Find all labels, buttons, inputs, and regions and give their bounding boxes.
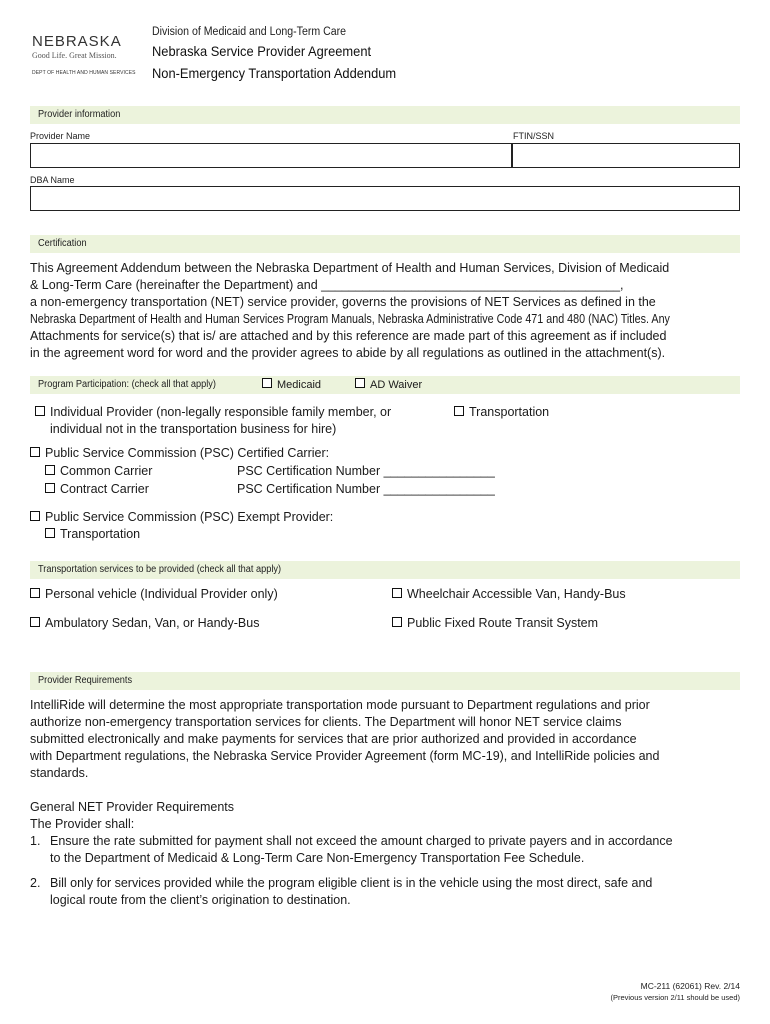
- public-transit-option[interactable]: [392, 616, 598, 630]
- requirements-line: IntelliRide will determine the most appropriate transportation mode pursuant to Department regulations and prior: [30, 698, 650, 712]
- form-id: MC-211 (62061) Rev. 2/14: [640, 981, 740, 991]
- ftin-label: FTIN/SSN: [513, 131, 555, 141]
- certification-line: This Agreement Addendum between the Nebraska Department of Health and Human Services, Division of Medicaid: [30, 261, 670, 275]
- ambulatory-checkbox[interactable]: [30, 617, 40, 627]
- requirements-line: standards.: [30, 766, 89, 780]
- provider-shall: The Provider shall:: [30, 817, 135, 831]
- provider-name-label: Provider Name: [30, 131, 91, 141]
- dba-name-field[interactable]: [30, 186, 740, 211]
- item-line: Bill only for services provided while the program eligible client is in the vehicle using the most direct, safe and: [50, 876, 653, 890]
- ad-waiver-label: AD Waiver: [370, 379, 423, 391]
- logo-dept: DEPT OF HEALTH AND HUMAN SERVICES: [32, 70, 136, 76]
- medicaid-checkbox[interactable]: [262, 378, 272, 388]
- common-carrier-label: Common Carrier: [60, 464, 153, 478]
- wheelchair-van-option[interactable]: [392, 587, 626, 601]
- transportation-label: Transportation: [469, 405, 550, 419]
- psc-certified-label: Public Service Commission (PSC) Certified Carrier:: [45, 446, 330, 460]
- section-label: Program Participation: (check all that apply): [38, 379, 216, 390]
- contract-carrier-checkbox[interactable]: [45, 483, 55, 493]
- ad-waiver-option[interactable]: [355, 378, 422, 391]
- certification-line: & Long-Term Care (hereinafter the Department) and ___________________________________________,: [30, 278, 624, 292]
- ad-waiver-checkbox[interactable]: [355, 378, 365, 388]
- item-line: to the Department of Medicaid & Long-Term Care Non-Emergency Transportation Fee Schedule.: [50, 851, 585, 865]
- certification-line: Nebraska Department of Health and Human Services Program Manuals, Nebraska Administrative Code 471 and 480 (NAC) Titles. Any: [30, 312, 670, 326]
- page-header: [0, 0, 770, 100]
- requirements-text: [30, 697, 742, 782]
- individual-provider-label: Individual Provider (non-legally responsible family member, or: [50, 405, 392, 419]
- transportation-checkbox[interactable]: [454, 406, 464, 416]
- ftin-field[interactable]: [512, 143, 740, 168]
- psc-exempt-label: Public Service Commission (PSC) Exempt Provider:: [45, 510, 334, 524]
- requirement-item-2: [30, 875, 742, 909]
- item-number: 2.: [30, 876, 41, 890]
- previous-version-note: (Previous version 2/11 should be used): [610, 993, 740, 1002]
- wheelchair-van-label: Wheelchair Accessible Van, Handy-Bus: [407, 587, 626, 601]
- ambulatory-label: Ambulatory Sedan, Van, or Handy-Bus: [45, 616, 260, 630]
- certification-line: in the agreement word for word and the provider agrees to abide by all regulations as outlined in the attachment(s).: [30, 346, 666, 360]
- section-certification: [30, 235, 740, 253]
- certification-line: a non-emergency transportation (NET) service provider, governs the provisions of NET Services as defined in the: [30, 295, 656, 309]
- psc-exempt-option[interactable]: [30, 510, 333, 524]
- transportation-option[interactable]: [454, 405, 549, 419]
- section-provider-requirements: [30, 672, 740, 690]
- psc-certified-checkbox[interactable]: [30, 447, 40, 457]
- section-label: Transportation services to be provided (check all that apply): [38, 564, 282, 575]
- contract-carrier-label: Contract Carrier: [60, 482, 149, 496]
- section-label: Certification: [38, 238, 87, 249]
- psc-certified-option[interactable]: [30, 446, 329, 460]
- requirements-line: submitted electronically and make payments for services that are prior authorized and provided in accordance: [30, 732, 637, 746]
- section-label: Provider information: [38, 109, 121, 120]
- requirements-line: with Department regulations, the Nebraska Service Provider Agreement (form MC-19), and IntelliRide policies and: [30, 749, 660, 763]
- general-heading: General NET Provider Requirements: [30, 800, 235, 814]
- logo-tagline: Good Life. Great Mission.: [32, 51, 117, 60]
- section-provider-information: [30, 106, 740, 124]
- section-transportation-services: [30, 561, 740, 579]
- general-requirements: [30, 799, 742, 833]
- individual-provider-checkbox[interactable]: [35, 406, 45, 416]
- individual-provider-label-cont: individual not in the transportation business for hire): [50, 422, 337, 436]
- dba-name-label: DBA Name: [30, 175, 75, 185]
- item-line: Ensure the rate submitted for payment shall not exceed the amount charged to private payers and in accordance: [50, 834, 673, 848]
- common-carrier-option[interactable]: [45, 464, 152, 478]
- psc-number-contract[interactable]: PSC Certification Number ________________: [237, 482, 495, 496]
- item-line: logical route from the client’s origination to destination.: [50, 893, 351, 907]
- provider-name-field[interactable]: [30, 143, 512, 168]
- common-carrier-checkbox[interactable]: [45, 465, 55, 475]
- requirement-item-1: [30, 833, 742, 867]
- wheelchair-van-checkbox[interactable]: [392, 588, 402, 598]
- logo-name: NEBRASKA: [32, 33, 122, 50]
- personal-vehicle-label: Personal vehicle (Individual Provider only): [45, 587, 278, 601]
- header-text: [152, 26, 417, 81]
- public-transit-label: Public Fixed Route Transit System: [407, 616, 599, 630]
- nebraska-logo: [32, 34, 142, 76]
- individual-provider-option[interactable]: [35, 405, 391, 419]
- division-name: Division of Medicaid and Long-Term Care: [152, 26, 347, 38]
- form-title: Nebraska Service Provider Agreement: [152, 43, 372, 59]
- personal-vehicle-checkbox[interactable]: [30, 588, 40, 598]
- item-number: 1.: [30, 834, 41, 848]
- public-transit-checkbox[interactable]: [392, 617, 402, 627]
- psc-number-common[interactable]: PSC Certification Number ________________: [237, 464, 495, 478]
- psc-exempt-checkbox[interactable]: [30, 511, 40, 521]
- exempt-transportation-option[interactable]: [45, 527, 140, 541]
- certification-line: Attachments for service(s) that is/ are attached and by this reference are made part of this agreement as if included: [30, 329, 667, 343]
- contract-carrier-option[interactable]: [45, 482, 149, 496]
- medicaid-label: Medicaid: [277, 379, 322, 391]
- exempt-transportation-label: Transportation: [60, 527, 141, 541]
- certification-text: [30, 260, 742, 362]
- requirements-line: authorize non-emergency transportation services for clients. The Department will honor NET service claims: [30, 715, 622, 729]
- form-subtitle: Non-Emergency Transportation Addendum: [152, 65, 397, 81]
- medicaid-option[interactable]: [262, 378, 321, 391]
- section-label: Provider Requirements: [38, 675, 133, 686]
- personal-vehicle-option[interactable]: [30, 587, 278, 601]
- exempt-transportation-checkbox[interactable]: [45, 528, 55, 538]
- ambulatory-option[interactable]: [30, 616, 259, 630]
